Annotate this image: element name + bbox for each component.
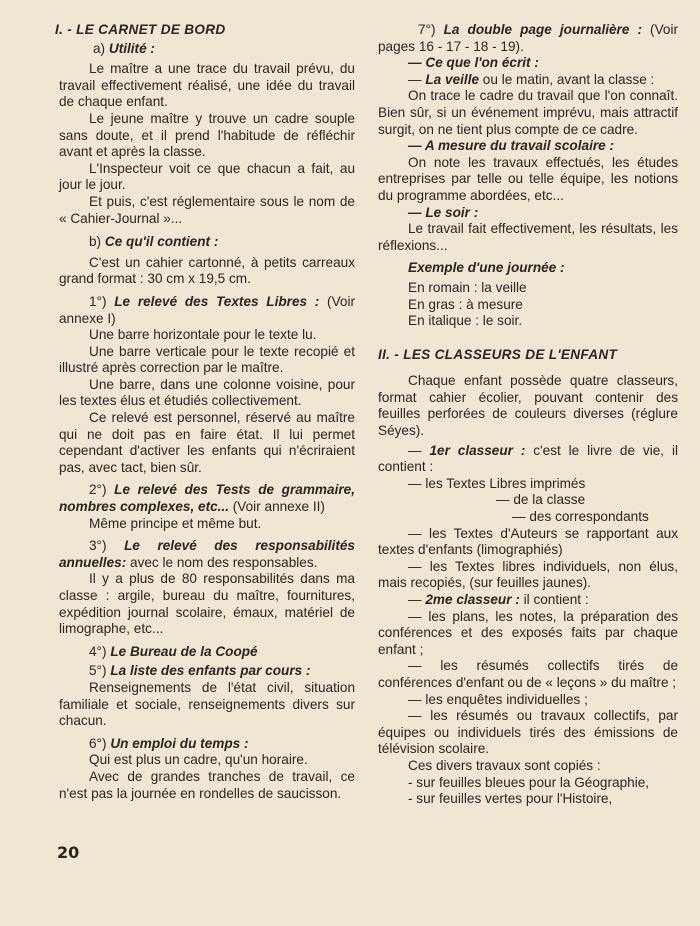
item-suffix: (Voir annexe II) xyxy=(229,499,325,515)
list-item-heading xyxy=(59,482,355,515)
item-number: 3°) xyxy=(89,538,125,554)
item-number: 6°) xyxy=(89,735,111,751)
item-number: 5°) xyxy=(89,663,111,679)
paragraph: Il y a plus de 80 responsabilités dans ma classe : argile, bureau du maître, fournitures, expédition journal scolaire, émaux, matériel de limographe, etc... xyxy=(59,571,355,637)
paragraph: Avec de grandes tranches de travail, ce n'est pas la journée en rondelles de saucisson. xyxy=(59,768,355,801)
list-item-heading xyxy=(378,22,678,55)
item-suffix: avec le nom des responsables. xyxy=(126,554,318,570)
dash-item xyxy=(378,443,678,476)
paragraph: Une barre, dans une colonne voisine, pour les textes élus et étudiés collectivement. xyxy=(59,376,355,409)
example-line: En gras : à mesure xyxy=(408,296,523,312)
section-heading-classeurs xyxy=(378,347,678,364)
list-item-heading xyxy=(59,644,355,661)
list-line: - sur feuilles bleues pour la Géographie, xyxy=(408,774,650,790)
subheading-text: Utilité : xyxy=(108,40,155,56)
list-line: - sur feuilles vertes pour l'Histoire, xyxy=(408,791,613,807)
label: — Ce que l'on écrit : xyxy=(408,55,539,71)
dash-item xyxy=(378,72,678,89)
paragraph: L'Inspecteur voit ce que chacun a fait, au jour le jour. xyxy=(59,160,355,193)
item-title: 2me classeur : xyxy=(425,592,520,607)
page-number: 20 xyxy=(57,843,80,862)
heading-text: II. - LES CLASSEURS DE L'ENFANT xyxy=(378,346,618,362)
paragraph: Ces divers travaux sont copiés : xyxy=(408,757,601,773)
dash: — xyxy=(408,442,430,458)
item-suffix: ou le matin, avant la classe : xyxy=(479,71,655,87)
item-title: Le relevé des responsabilités annuelles: xyxy=(59,538,355,570)
paragraph: Chaque enfant possède quatre classeurs, format cahier écolier, pouvant contenir des feuilles perforées de couleurs diverses (réglure Séyes). xyxy=(378,373,678,439)
left-column xyxy=(55,22,355,802)
item-number: 1°) xyxy=(89,293,115,309)
paragraph: C'est un cahier cartonné, à petits carreaux grand format : 30 cm x 19,5 cm. xyxy=(59,254,355,287)
list-item-heading xyxy=(59,294,355,327)
paragraph: Une barre horizontale pour le texte lu. xyxy=(89,327,317,343)
item-title: La veille xyxy=(425,71,480,87)
paragraph: Une barre verticale pour le texte recopié et illustré après correction par le maître. xyxy=(59,343,355,376)
heading-text: I. - LE CARNET DE BORD xyxy=(55,22,226,37)
dash: — xyxy=(408,592,426,607)
paragraph: Renseignements de l'état civil, situation familiale et sociale, renseignements divers sur chacun. xyxy=(59,679,355,729)
paragraph: — les Textes libres individuels, non élus, mais recopiés, (sur feuilles jaunes). xyxy=(378,558,678,591)
item-title: Le Bureau de la Coopé xyxy=(110,643,258,659)
item-title: Un emploi du temps : xyxy=(110,735,249,751)
list-item-heading xyxy=(59,538,355,571)
dash: — xyxy=(408,71,426,87)
paragraph: Et puis, c'est réglementaire sous le nom de « Cahier-Journal »... xyxy=(59,193,355,226)
label: Exemple d'une journée : xyxy=(408,260,565,276)
list-item-heading xyxy=(59,736,355,753)
paragraph: — les résumés collectifs tirés de conférences d'enfant ou de « leçons » du maître ; xyxy=(378,658,678,690)
item-title: Le relevé des Textes Libres : xyxy=(114,293,320,309)
paragraph: On trace le cadre du travail que l'on connaît. Bien sûr, si un événement imprévu, mais attractif surgit, on ne tient plus compte de ce cadre. xyxy=(378,88,678,137)
item-number: 2°) xyxy=(89,482,115,498)
subheading-prefix: a) xyxy=(93,40,109,56)
example-line: En italique : le soir. xyxy=(408,313,523,329)
subheading-contenu xyxy=(59,234,355,251)
paragraph: On note les travaux effectués, les études entreprises par telle ou telle équipe, les notions du programme abordées, etc... xyxy=(378,154,678,203)
item-number: 4°) xyxy=(89,643,111,659)
label: — Le soir : xyxy=(408,204,479,220)
item-title: 1er classeur : xyxy=(429,442,526,458)
item-title: La liste des enfants par cours : xyxy=(110,663,311,679)
label: — A mesure du travail scolaire : xyxy=(408,138,614,154)
paragraph: Ce relevé est personnel, réservé au maître qui ne doit pas en faire état. Il lui permet cependant d'activer les enfants qui n'écriraient pas, avec tact, bien sûr. xyxy=(59,410,355,475)
subheading-text: Ce qu'il contient : xyxy=(104,234,219,250)
item-suffix: (Voir annexe I) xyxy=(59,293,355,326)
item-title: La double page journalière : xyxy=(443,22,642,37)
item-suffix: c'est le livre de vie, il contient : xyxy=(378,442,678,475)
item-number: 7°) xyxy=(418,22,444,37)
right-column xyxy=(378,22,678,808)
subheading-utilite xyxy=(59,41,355,58)
paragraph: Le jeune maître y trouve un cadre souple sans doute, et il prend l'habitude de réfléchir avant et après la classe. xyxy=(59,110,355,160)
section-heading-carnet-de-bord xyxy=(55,22,355,39)
paragraph: Même principe et même but. xyxy=(89,515,262,531)
paragraph: — les résumés ou travaux collectifs, par équipes ou individuels tirés des émissions de télévision scolaire. xyxy=(378,708,678,757)
list-item-heading xyxy=(59,663,355,680)
paragraph: Le travail fait effectivement, les résultats, les réflexions... xyxy=(378,221,678,253)
list-line: — des correspondants xyxy=(512,509,649,525)
item-suffix: il contient : xyxy=(519,592,589,607)
paragraph: — les enquêtes individuelles ; xyxy=(408,691,588,707)
paragraph: Le maître a une trace du travail prévu, du travail effectivement réalisé, une idée du travail de chaque enfant. xyxy=(59,61,355,110)
list-line: — les Textes Libres imprimés xyxy=(408,475,586,491)
paragraph: Qui est plus un cadre, qu'un horaire. xyxy=(89,752,308,768)
item-suffix: (Voir pages 16 - 17 - 18 - 19). xyxy=(378,22,679,54)
paragraph: — les Textes d'Auteurs se rapportant aux textes d'enfants (limographiés) xyxy=(378,525,678,558)
list-line: — de la classe xyxy=(496,492,586,508)
example-line: En romain : la veille xyxy=(408,279,527,295)
dash-item xyxy=(378,592,678,609)
paragraph: — les plans, les notes, la préparation des conférences et des exposés faits par chaque enfant ; xyxy=(378,608,678,657)
item-title: Le relevé des Tests de grammaire, nombres complexes, etc... xyxy=(59,482,355,515)
subheading-prefix: b) xyxy=(89,234,105,250)
